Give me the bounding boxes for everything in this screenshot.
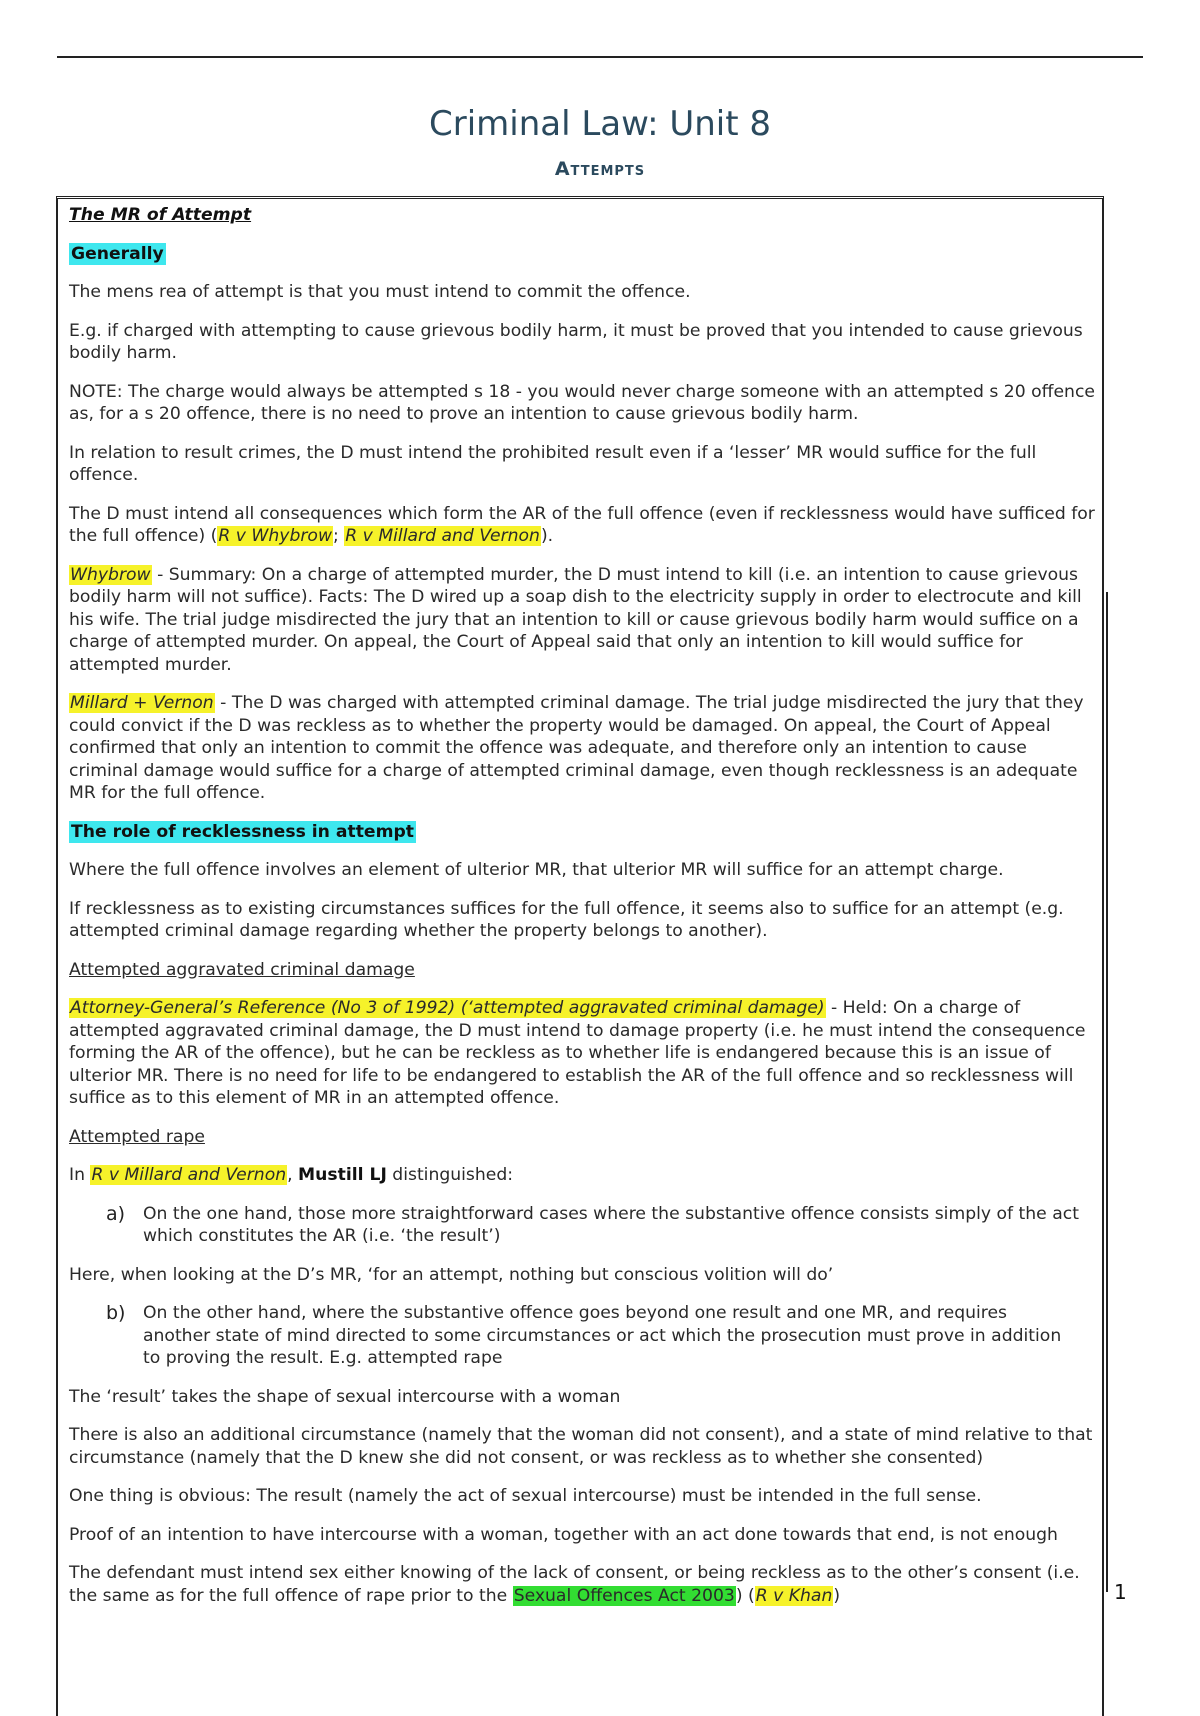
paragraph: Here, when looking at the D’s MR, ‘for an attempt, nothing but conscious volition will do’ <box>69 1264 834 1285</box>
paragraph: Where the full offence involves an element of ulterior MR, that ulterior MR will suffice for an attempt charge. <box>69 860 1004 880</box>
heading-generally <box>69 243 1099 266</box>
page-subtitle: Attempts <box>554 158 646 180</box>
paragraph: In relation to result crimes, the D must intend the prohibited result even if a ‘lesser’ MR would suffice for the full offence. <box>69 442 1037 485</box>
subheading-rape: Attempted rape <box>69 1126 205 1147</box>
paragraph: The ‘result’ takes the shape of sexual intercourse with a woman <box>69 1386 621 1407</box>
paragraph: NOTE: The charge would always be attempted s 18 - you would never charge someone with an attempted s 20 offence as, for a s 20 offence, there is no need to prove an intention to cause grievous bodily harm. <box>69 381 1095 424</box>
paragraph <box>69 1562 1099 1607</box>
statute-soa-2003: Sexual Offences Act 2003 <box>513 1585 735 1606</box>
paragraph: If recklessness as to existing circumstances suffices for the full offence, it seems also to suffice for an attempt (e.g. attempted criminal damage regarding whether the property belongs to another). <box>69 898 1064 941</box>
text-span: ) ( <box>735 1585 755 1606</box>
notes-box-edge <box>1106 592 1108 1592</box>
paragraph: The mens rea of attempt is that you must intend to commit the offence. <box>69 282 691 302</box>
list-label: a) <box>106 1202 126 1225</box>
text-span: The D must intend all consequences which form the AR of the full offence (even if recklessness would have sufficed for the full offence) ( <box>69 503 1095 546</box>
case-millard-label: Millard + Vernon <box>70 693 214 713</box>
case-ag-reference: Attorney-General’s Reference (No 3 of 1992) (‘attempted aggravated criminal damage) <box>70 998 825 1018</box>
paragraph: Proof of an intention to have intercourse with a woman, together with an act done towards that end, is not enough <box>69 1524 1058 1545</box>
case-whybrow-label: Whybrow <box>70 564 151 585</box>
case-whybrow: R v Whybrow <box>218 526 333 546</box>
text-span: - Summary: On a charge of attempted murder, the D must intend to kill (i.e. an intention to cause grievous bodily harm will not suffice). Facts: The D wired up a soap dish to the electricity supply in order to electrocute and kill his wife. The trial judge misdirected the jury that an intention to kill or cause grievous bodily harm would suffice on a charge of attempted murder. On appeal, the Court of Appeal said that only an intention to kill would suffice for attempted murder. <box>69 564 1082 675</box>
case-millard-vernon: R v Millard and Vernon <box>345 526 540 546</box>
paragraph <box>69 564 1099 677</box>
paragraph: There is also an additional circumstance (namely that the woman did not consent), and a state of mind relative to that circumstance (namely that the D knew she did not consent, or was reckless as to whether she consented) <box>69 1425 1093 1468</box>
list-label: b) <box>106 1302 126 1324</box>
heading-recklessness <box>69 821 1099 844</box>
paragraph <box>69 692 1099 805</box>
judge-name: Mustill LJ <box>298 1165 387 1185</box>
page-title: Criminal Law: Unit 8 <box>428 104 771 144</box>
paragraph: One thing is obvious: The result (namely the act of sexual intercourse) must be intended in the full sense. <box>69 1486 982 1506</box>
heading-recklessness-label: The role of recklessness in attempt <box>71 821 415 842</box>
paragraph <box>69 997 1099 1110</box>
section-title: The MR of Attempt <box>69 205 252 225</box>
list-text: On the other hand, where the substantive offence goes beyond one result and one MR, and requires another state of mind directed to some circumstances or act which the prosecution must prove in addition to proving the result. E.g. attempted rape <box>143 1303 1062 1368</box>
notes-content <box>69 204 1099 1623</box>
heading-generally-label: Generally <box>71 243 164 264</box>
list-item <box>106 1302 1099 1370</box>
text-span: ) <box>833 1585 841 1606</box>
page-number: 1 <box>1114 1580 1127 1604</box>
paragraph <box>69 503 1099 548</box>
paragraph <box>69 1164 1099 1187</box>
text-span: distinguished: <box>386 1165 514 1185</box>
subheading-aggravated: Attempted aggravated criminal damage <box>69 959 415 980</box>
text-span: , <box>287 1165 299 1185</box>
text-span: ). <box>540 526 554 546</box>
text-span: In <box>69 1165 91 1185</box>
text-span: The defendant must intend sex either knowing of the lack of consent, or being reckless as to the other’s consent (i.e. the same as for the full offence of rape prior to the <box>69 1563 1080 1606</box>
case-khan: R v Khan <box>755 1585 833 1606</box>
text-span: - The D was charged with attempted criminal damage. The trial judge misdirected the jury that they could convict if the D was reckless as to whether the property would be damaged. On appeal, the Court of Appeal confirmed that only an intention to commit the offence was adequate, and therefore only an intention to cause criminal damage would suffice for a charge of attempted criminal damage, even though recklessness is an adequate MR for the full offence. <box>69 693 1084 803</box>
list-text: On the one hand, those more straightforward cases where the substantive offence consists simply of the act which constitutes the AR (i.e. ‘the result’) <box>143 1203 1079 1246</box>
case-millard-vernon: R v Millard and Vernon <box>91 1165 287 1185</box>
text-span: - Held: On a charge of attempted aggravated criminal damage, the D must intend to damage property (i.e. he must intend the consequence forming the AR of the offence), but he can be reckless as to whether life is endangered because this is an issue of ulterior MR. There is no need for life to be endangered to establish the AR of the full offence and so recklessness will suffice as to this element of MR in an attempted offence. <box>69 998 1086 1108</box>
text-span: ; <box>333 526 345 546</box>
header-rule <box>57 56 1143 58</box>
list-item <box>106 1203 1099 1248</box>
paragraph: E.g. if charged with attempting to cause grievous bodily harm, it must be proved that you intended to cause grievous bodily harm. <box>69 320 1083 363</box>
